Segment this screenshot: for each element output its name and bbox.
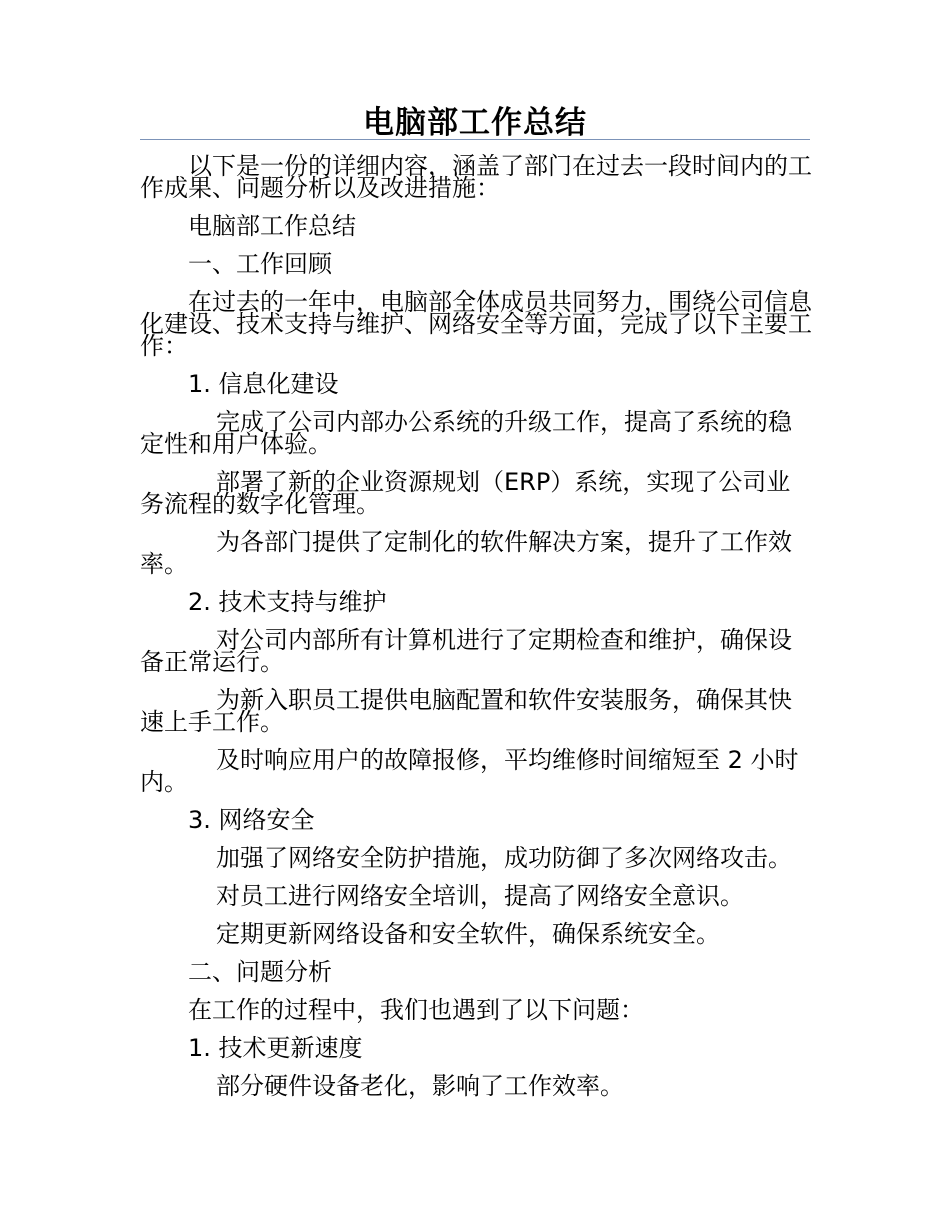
- subheading-informatization: 1. 信息化建设: [188, 370, 339, 398]
- list-item: 及时响应用户的故障报修，平均维修时间缩短至 2 小时内。: [140, 746, 799, 796]
- list-item: 为各部门提供了定制化的软件解决方案，提升了工作效率。: [140, 528, 792, 578]
- list-item: 加强了网络安全防护措施，成功防御了多次网络攻击。: [216, 844, 792, 872]
- title-underline: [140, 139, 810, 140]
- section-heading-problems: 二、问题分析: [188, 958, 332, 986]
- list-item: 为新入职员工提供电脑配置和软件安装服务，确保其快速上手工作。: [140, 686, 792, 736]
- section-heading-review: 一、工作回顾: [188, 250, 332, 278]
- document-body: [140, 152, 812, 1100]
- list-item: 定期更新网络设备和安全软件，确保系统安全。: [216, 920, 720, 948]
- subheading-tech-update: 1. 技术更新速度: [188, 1034, 363, 1062]
- document-title: 电脑部工作总结: [363, 105, 587, 141]
- problems-intro-paragraph: 在工作的过程中，我们也遇到了以下问题：: [188, 996, 644, 1024]
- list-item: 部分硬件设备老化，影响了工作效率。: [216, 1072, 624, 1100]
- intro-paragraph: 以下是一份的详细内容，涵盖了部门在过去一段时间内的工作成果、问题分析以及改进措施：: [140, 152, 812, 202]
- summary-heading: 电脑部工作总结: [188, 212, 356, 240]
- list-item: 部署了新的企业资源规划（ERP）系统，实现了公司业务流程的数字化管理。: [140, 468, 791, 518]
- subheading-tech-support: 2. 技术支持与维护: [188, 588, 387, 616]
- list-item: 完成了公司内部办公系统的升级工作，提高了系统的稳定性和用户体验。: [140, 408, 792, 458]
- subheading-network-security: 3. 网络安全: [188, 806, 315, 834]
- list-item: 对员工进行网络安全培训，提高了网络安全意识。: [216, 882, 744, 910]
- list-item: 对公司内部所有计算机进行了定期检查和维护，确保设备正常运行。: [140, 626, 792, 676]
- review-intro-paragraph: 在过去的一年中，电脑部全体成员共同努力，围绕公司信息化建设、技术支持与维护、网络安全等方面，完成了以下主要工作：: [140, 288, 812, 360]
